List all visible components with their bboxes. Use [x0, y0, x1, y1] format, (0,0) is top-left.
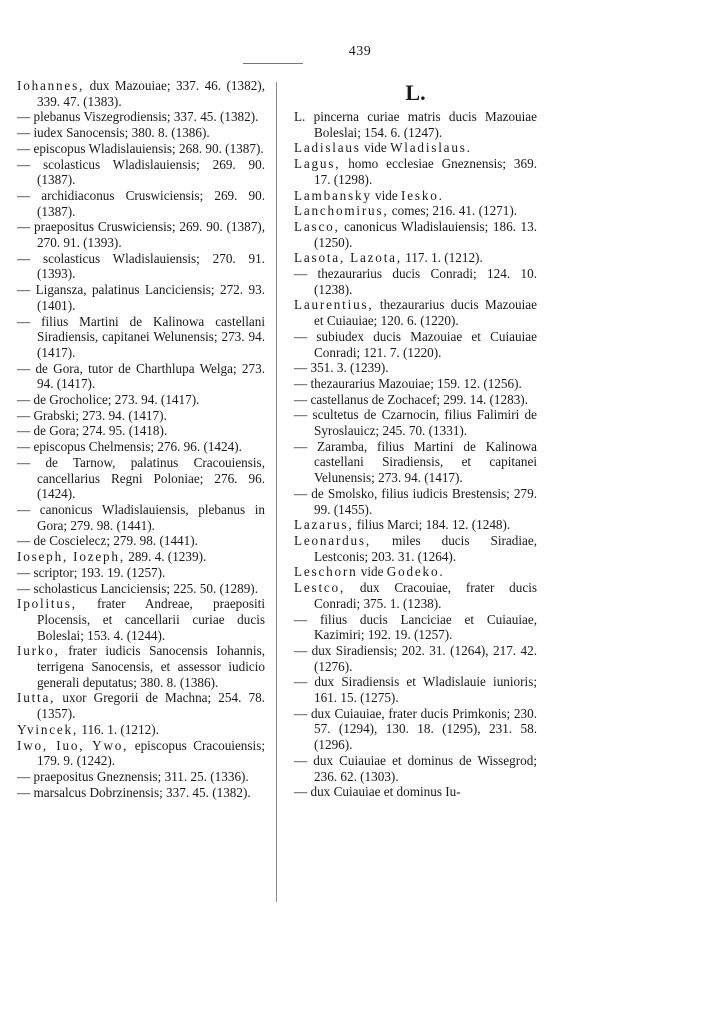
entry-text: — plebanus Viszegrodiensis; 337. 45. (1382). [17, 109, 259, 125]
index-entry [17, 533, 265, 549]
index-entry [294, 753, 537, 784]
index-entry [294, 407, 537, 438]
left-column [17, 78, 265, 800]
entry-text: vide [360, 140, 391, 156]
entry-text: canonicus Wladislauiensis; 186. 13. (1250). [314, 218, 537, 250]
index-entry [294, 784, 537, 800]
entry-headword: Ipolitus, [17, 596, 77, 612]
entry-text: — praepositus Cruswiciensis; 269. 90. (1387), 270. 91. (1393). [17, 219, 265, 251]
index-entry [294, 533, 537, 564]
index-entry [17, 141, 265, 157]
entry-text: 117. 1. (1212). [401, 250, 483, 266]
entry-text: — thezaurarius Mazouiae; 159. 12. (1256). [294, 375, 522, 391]
index-entry [294, 706, 537, 753]
index-entry [17, 722, 265, 738]
entry-text: filius Marci; 184. 12. (1248). [353, 517, 511, 533]
entry-text: — canonicus Wladislauiensis, plebanus in Gora; 279. 98. (1441). [17, 501, 265, 533]
entry-text: dux Cracouiae, frater ducis Conradi; 375. 1. (1238). [314, 580, 537, 611]
entry-headword: Leschorn [294, 564, 358, 580]
right-entries [294, 109, 537, 800]
entry-text: — filius ducis Lanciciae et Cuiauiae, Kazimiri; 192. 19. (1257). [294, 611, 537, 643]
entry-headword: Lasco, [294, 218, 340, 234]
index-entry [17, 581, 265, 597]
index-entry [17, 643, 265, 690]
entry-text: uxor Gregorii de Machna; 254. 78. (1357). [37, 690, 265, 722]
index-entry [294, 219, 537, 250]
entry-text: 116. 1. (1212). [78, 721, 159, 737]
entry-text: — episcopus Chelmensis; 276. 96. (1424). [17, 439, 242, 455]
index-entry [294, 188, 537, 204]
index-entry [17, 690, 265, 721]
entry-text: comes; 216. 41. (1271). [388, 203, 518, 219]
index-entry [294, 250, 537, 266]
index-entry [294, 266, 537, 297]
entry-headword: Ioseph, Iozeph, [17, 549, 125, 565]
entry-text: — scolasticus Wladislauiensis; 270. 91. (1393). [17, 250, 265, 282]
entry-headword: Yvincek, [17, 721, 79, 737]
entry-text: L. pincerna curiae matris ducis Mazouiae Boleslai; 154. 6. (1247). [294, 109, 537, 140]
index-entry [294, 439, 537, 486]
index-entry [17, 769, 265, 785]
entry-text: — 351. 3. (1239). [294, 360, 389, 376]
entry-headword: Laurentius, [294, 297, 374, 313]
entry-text: — thezaurarius ducis Conradi; 124. 10. (1238). [294, 266, 537, 297]
index-entry [17, 549, 265, 565]
entry-text: — archidiaconus Cruswiciensis; 269. 90. (1387). [17, 187, 265, 219]
index-entry [294, 360, 537, 376]
index-entry [294, 156, 537, 187]
entry-headword: Iohannes, [17, 78, 85, 93]
index-entry [17, 392, 265, 408]
index-entry [17, 738, 265, 769]
index-entry [17, 596, 265, 643]
index-entry [294, 203, 537, 219]
entry-text: — iudex Sanocensis; 380. 8. (1386). [17, 125, 210, 141]
index-entry [17, 157, 265, 188]
entry-headword: Iwo, Iuo, Ywo, [17, 737, 129, 753]
index-entry [294, 674, 537, 705]
entry-text: — de Smolsko, filius iudicis Brestensis; 279. 99. (1455). [294, 485, 537, 517]
index-entry [294, 486, 537, 517]
index-entry [294, 643, 537, 674]
index-entry [17, 78, 265, 109]
page-number-rule [243, 63, 303, 64]
entry-text: vide [371, 187, 402, 203]
entry-headword: Iutta, [17, 690, 56, 706]
entry-text: episcopus Cracouiensis; 179. 9. (1242). [37, 737, 265, 769]
index-entry [294, 297, 537, 328]
index-entry [17, 565, 265, 581]
page-number: 439 [348, 44, 372, 59]
index-entry [17, 109, 265, 125]
entry-headword: Lasota, Lazota, [294, 250, 402, 266]
entry-text: — scholasticus Lanciciensis; 225. 50. (1289). [17, 580, 258, 596]
entry-headword: Lambansky [294, 187, 372, 203]
index-entry [17, 219, 265, 250]
index-entry [294, 140, 537, 156]
index-entry [17, 125, 265, 141]
entry-cross-reference: Iesko. [401, 187, 444, 203]
index-entry [294, 376, 537, 392]
entry-text: — castellanus de Zochacef; 299. 14. (1283). [294, 391, 529, 407]
index-entry [17, 282, 265, 313]
entry-text: miles ducis Siradiae, Lestconis; 203. 31. (1264). [314, 532, 537, 564]
entry-headword: Leonardus, [294, 532, 371, 548]
entry-text: — episcopus Wladislauiensis; 268. 90. (1387). [17, 140, 264, 156]
entry-text: homo ecclesiae Gneznensis; 369. 17. (1298). [314, 156, 537, 187]
index-entry [294, 580, 537, 611]
index-entry [294, 109, 537, 140]
entry-text: frater iudicis Sanocensis Iohannis, terrigena Sanocensis, et assessor iudicio generali deputatus; 380. 8. (1386). [37, 643, 265, 690]
entry-text: — dux Siradiensis et Wladislauie iunioris; 161. 15. (1275). [294, 674, 537, 706]
index-entry [17, 423, 265, 439]
entry-text: — de Grocholice; 273. 94. (1417). [17, 392, 200, 408]
entry-text: — Zaramba, filius Martini de Kalinowa castellani Siradiensis, et capitanei Velunensis; 273. 94. (1417). [294, 438, 537, 486]
entry-headword: Lestco, [294, 580, 346, 596]
index-entry [294, 392, 537, 408]
index-entry [17, 188, 265, 219]
entry-text: — dux Cuiauiae, frater ducis Primkonis; 230. 57. (1294), 130. 18. (1295), 231. 58. (1296). [294, 705, 537, 753]
entry-text: — scultetus de Czarnocin, filius Falimiri de Syroslauicz; 245. 70. (1331). [294, 407, 537, 439]
index-entry [17, 455, 265, 502]
entry-text: dux Mazouiae; 337. 46. (1382), 339. 47. (1383). [37, 78, 265, 109]
entry-text: — praepositus Gneznensis; 311. 25. (1336). [17, 768, 249, 784]
index-entry [294, 517, 537, 533]
entry-text: — subiudex ducis Mazouiae et Cuiauiae Conradi; 121. 7. (1220). [294, 328, 537, 360]
entry-text: — dux Siradiensis; 202. 31. (1264), 217. 42. (1276). [294, 642, 537, 674]
entry-text: vide [357, 564, 387, 580]
index-entry [294, 329, 537, 360]
entry-text: — dux Cuiauiae et dominus de Wissegrod; 236. 62. (1303). [294, 752, 537, 784]
entry-text: frater Andreae, praepositi Plocensis, et cancellarii curiae ducis Boleslai; 153. 4. (1244). [37, 596, 265, 643]
entry-headword: Lanchomirus, [294, 203, 389, 219]
index-entry [17, 314, 265, 361]
entry-cross-reference: Wladislaus. [390, 140, 472, 156]
section-heading: L. [405, 80, 426, 105]
entry-headword: Lagus, [294, 156, 341, 172]
entry-text: — de Gora; 274. 95. (1418). [17, 423, 168, 439]
column-divider [276, 82, 277, 902]
entry-text: — Grabski; 273. 94. (1417). [17, 407, 167, 423]
index-entry [17, 439, 265, 455]
entry-headword: Iurko, [17, 643, 60, 659]
index-entry [294, 564, 537, 580]
entry-text: — filius Martini de Kalinowa castellani Siradiensis, capitanei Welunensis; 273. 94. (1417). [17, 313, 265, 360]
index-entry [17, 785, 265, 801]
entry-text: — scolasticus Wladislauiensis; 269. 90. (1387). [17, 156, 265, 188]
entry-headword: Lazarus, [294, 517, 354, 533]
entry-text: — de Tarnow, palatinus Cracouiensis, cancellarius Regni Poloniae; 276. 96. (1424). [17, 454, 265, 502]
entry-text: thezaurarius ducis Mazouiae et Cuiauiae; 120. 6. (1220). [314, 297, 537, 329]
right-column [294, 78, 537, 800]
entry-text: — dux Cuiauiae et dominus Iu- [294, 784, 461, 800]
index-entry [17, 502, 265, 533]
entry-cross-reference: Godeko. [386, 564, 445, 580]
index-entry [17, 408, 265, 424]
entry-text: — scriptor; 193. 19. (1257). [17, 564, 166, 580]
entry-headword: Ladislaus [294, 140, 361, 156]
entry-text: — de Coscielecz; 279. 98. (1441). [17, 533, 198, 549]
index-entry [294, 612, 537, 643]
entry-text: — marsalcus Dobrzinensis; 337. 45. (1382). [17, 784, 251, 800]
entry-text: — de Gora, tutor de Charthlupa Welga; 273. 94. (1417). [17, 360, 265, 392]
entry-text: — Ligansza, palatinus Lanciciensis; 272. 93. (1401). [17, 282, 265, 313]
index-entry [17, 361, 265, 392]
index-entry [17, 251, 265, 282]
entry-text: 289. 4. (1239). [124, 549, 207, 565]
